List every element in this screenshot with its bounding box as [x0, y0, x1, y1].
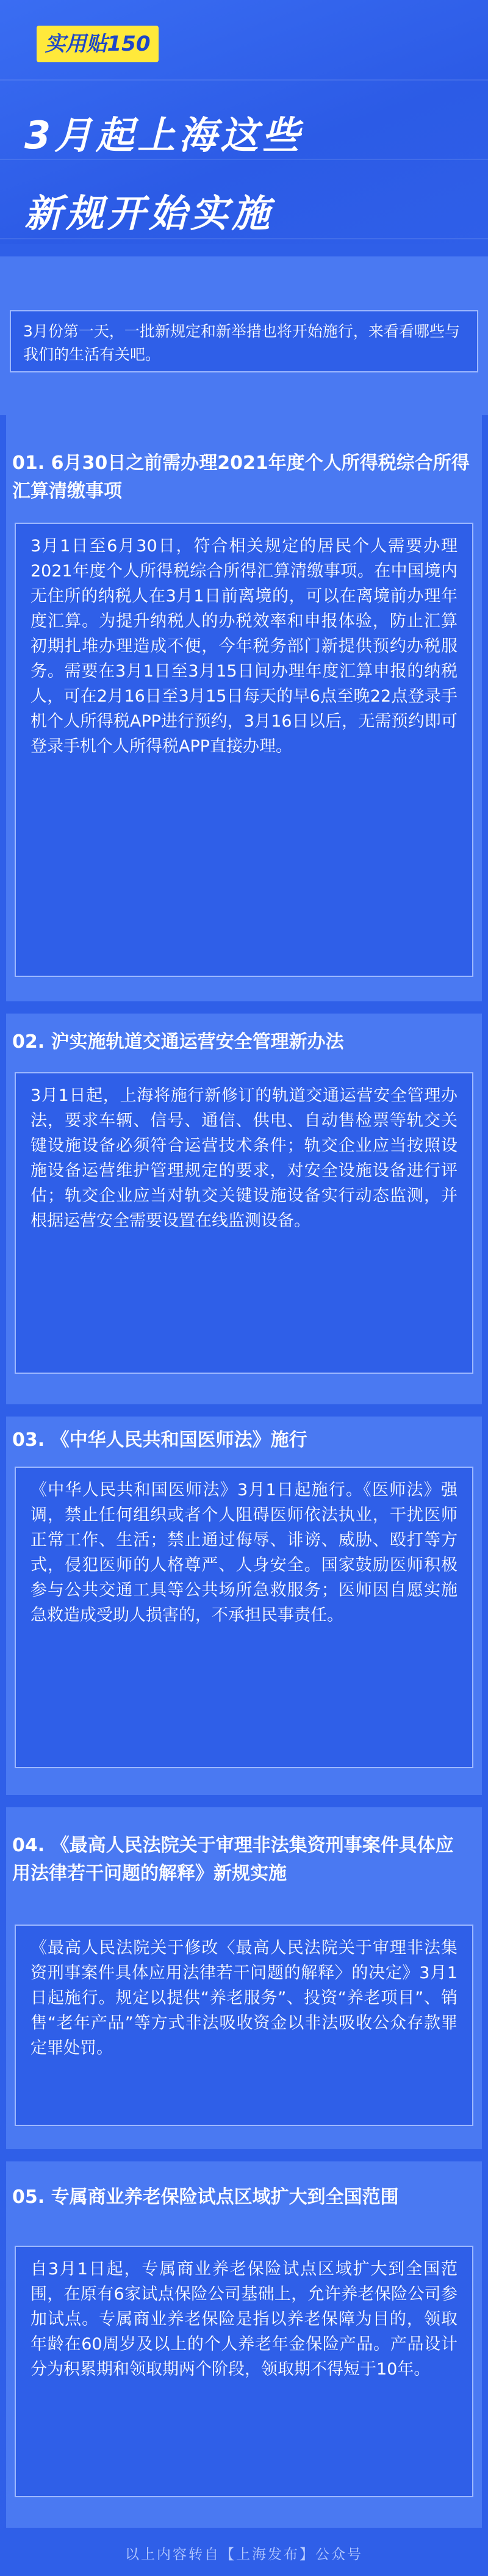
intro-section	[0, 256, 488, 415]
header-banner	[0, 0, 488, 244]
news-section-5	[6, 2161, 482, 2528]
source-footer: 以上内容转自【上海发布】公众号	[125, 2547, 363, 2563]
series-tag: 实用贴150	[37, 26, 159, 62]
news-section-2	[6, 1014, 482, 1404]
section-body: 自3月1日起，专属商业养老保险试点区域扩大到全国范围，在原有6家试点保险公司基础上，允许养老保险公司参加试点。专属商业养老保险是指以养老保障为目的，领取年龄在60周岁及以上的个人养老年金保险产品。产品设计分为积累期和领取期两个阶段，领取期不得短于10年。	[15, 2246, 473, 2497]
section-body: 《中华人民共和国医师法》3月1日起施行。《医师法》强调，禁止任何组织或者个人阻碍医师依法执业，干扰医师正常工作、生活；禁止通过侮辱、诽谤、威胁、殴打等方式，侵犯医师的人格尊严、人身安全。国家鼓励医师积极参与公共交通工具等公共场所急救服务；医师因自愿实施急救造成受助人损害的，不承担民事责任。	[15, 1467, 473, 1768]
section-title: 05. 专属商业养老保险试点区域扩大到全国范围	[12, 2186, 399, 2208]
section-title: 02. 沪实施轨道交通运营安全管理新办法	[12, 1031, 344, 1053]
section-body: 3月1日起，上海将施行新修订的轨道交通运营安全管理办法，要求车辆、信号、通信、供电、自动售检票等轨交关键设施设备必须符合运营技术条件；轨交企业应当按照设施设备运营维护管理规定的要求，对安全设施设备进行评估；轨交企业应当对轨交关键设施设备实行动态监测，并根据运营安全需要设置在线监测设备。	[15, 1072, 473, 1374]
section-title: 04. 《最高人民法院关于审理非法集资刑事案件具体应用法律若干问题的解释》新规实施	[12, 1835, 454, 1884]
section-title: 01. 6月30日之前需办理2021年度个人所得税综合所得汇算清缴事项	[12, 452, 470, 502]
news-section-3	[6, 1417, 482, 1795]
section-body: 3月1日至6月30日，符合相关规定的居民个人需要办理2021年度个人所得税综合所得汇算清缴事项。在中国境内无住所的纳税人在3月1日前离境的，可以在离境前办理年度汇算。为提升纳税人的办税效率和申报体验，防止汇算初期扎堆办理造成不便，今年税务部门新提供预约办税服务。需要在3月1日至3月15日间办理年度汇算申报的纳税人，可在2月16日至3月15日每天的早6点至晚22点登录手机个人所得税APP进行预约，3月16日以后，无需预约即可登录手机个人所得税APP直接办理。	[15, 523, 473, 977]
section-body: 《最高人民法院关于修改〈最高人民法院关于审理非法集资刑事案件具体应用法律若干问题的解释〉的决定》3月1日起施行。规定以提供“养老服务”、投资“养老项目”、销售“老年产品”等方式非法吸收资金以非法吸收公众存款罪定罪处罚。	[15, 1925, 473, 2126]
news-section-4	[6, 1807, 482, 2149]
news-section-1	[6, 415, 482, 1001]
section-title: 03. 《中华人民共和国医师法》施行	[12, 1429, 307, 1451]
header-stripe	[0, 79, 488, 81]
page-title-line-2: 新规开始实施	[24, 191, 274, 236]
intro-text: 3月份第一天，一批新规定和新举措也将开始施行，来看看哪些与我们的生活有关吧。	[10, 310, 478, 372]
page-title-line-1: 3月起上海这些	[24, 113, 304, 158]
header-stripe	[0, 238, 488, 239]
